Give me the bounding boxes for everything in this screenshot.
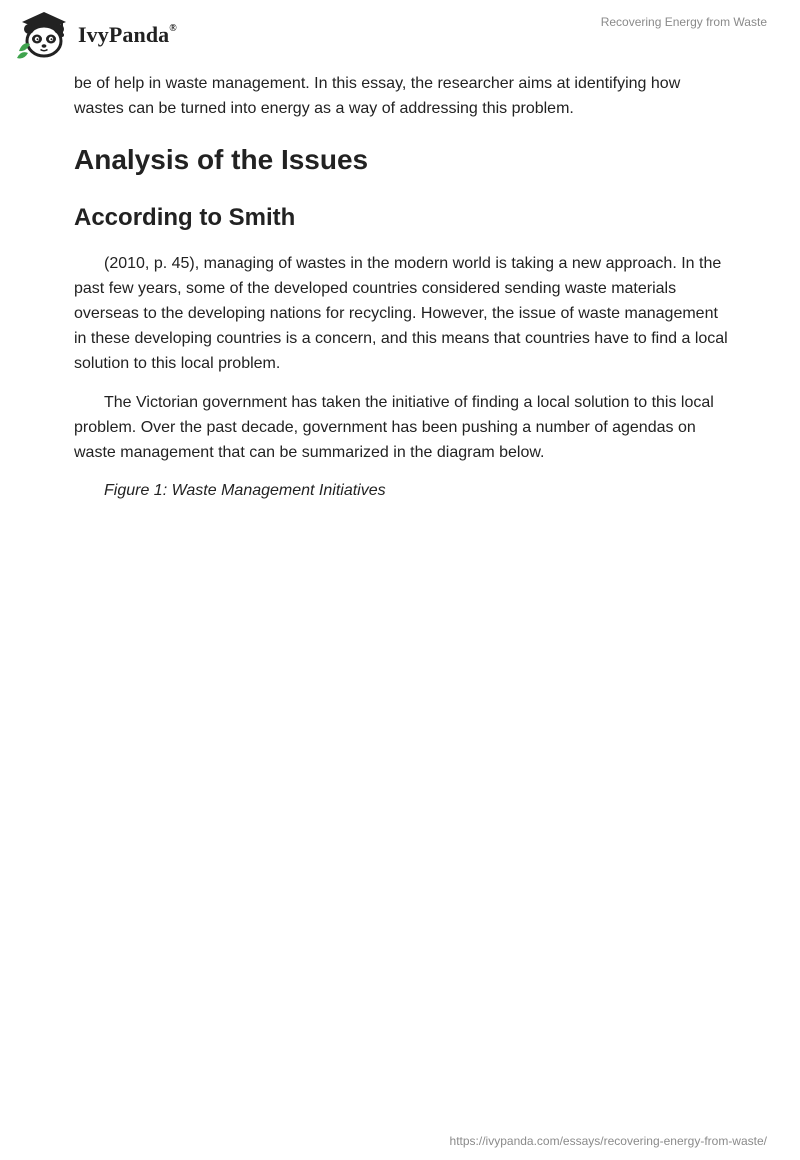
brand-name: IvyPanda® xyxy=(78,22,177,47)
brand-logo[interactable] xyxy=(14,8,177,60)
source-url-link[interactable]: https://ivypanda.com/essays/recovering-energy-from-waste/ xyxy=(449,1134,767,1148)
document-body xyxy=(74,71,734,501)
panda-graduation-cap-icon xyxy=(14,8,76,60)
registered-mark: ® xyxy=(169,22,177,34)
subsection-heading-smith: According to Smith xyxy=(74,204,296,231)
section-heading-analysis: Analysis of the Issues xyxy=(74,144,369,175)
document-running-title: Recovering Energy from Waste xyxy=(600,15,767,29)
page-header xyxy=(0,0,800,70)
paragraph-intro: be of help in waste management. In this essay, the researcher aims at identifying how wastes can be turned into energy as a way of addressing this problem. xyxy=(74,75,681,117)
paragraph-smith: (2010, p. 45), managing of wastes in the modern world is taking a new approach. In the past few years, some of the developed countries considered sending waste materials overseas to the developing nations for recycling. However, the issue of waste management in these developing countries is a concern, and this means that countries have to find a local solution to this local problem. xyxy=(74,255,728,372)
figure-caption: Figure 1: Waste Management Initiatives xyxy=(104,482,386,499)
paragraph-victorian: The Victorian government has taken the initiative of finding a local solution to this local problem. Over the past decade, government has been pushing a number of agendas on waste management that can be summarized in the diagram below. xyxy=(74,394,714,461)
